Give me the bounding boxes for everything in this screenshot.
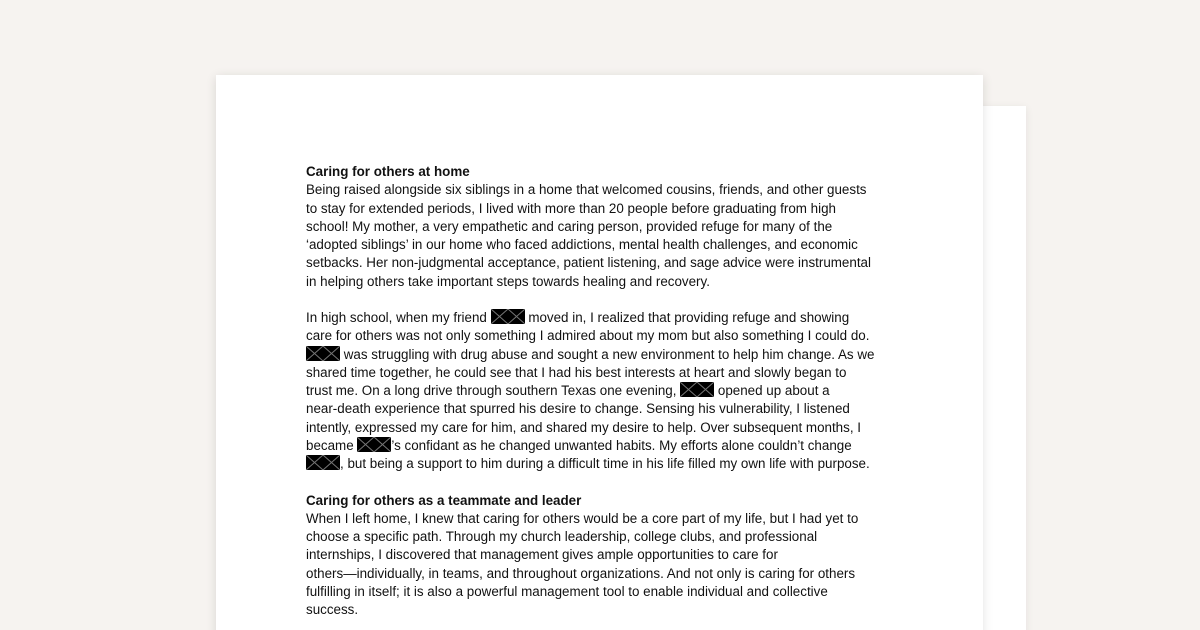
document-page	[216, 75, 983, 630]
text-line	[306, 382, 906, 400]
text-run: opened up about a	[714, 383, 830, 398]
text-line	[306, 309, 906, 327]
text-line: care for others was not only something I admired about my mom but also something I could do.	[306, 328, 870, 344]
paragraph-friend-story	[306, 309, 906, 473]
paragraph-leaving-home	[306, 510, 906, 620]
redacted-name	[306, 346, 340, 361]
redacted-name	[357, 437, 391, 452]
text-line: Being raised alongside six siblings in a home that welcomed cousins, friends, and other guests	[306, 182, 867, 198]
text-line: in helping others take important steps towards healing and recovery.	[306, 273, 710, 289]
text-line	[306, 437, 906, 455]
text-line: near-death experience that spurred his desire to change. Sensing his vulnerability, I listened	[306, 401, 850, 417]
essay-content	[306, 163, 906, 619]
text-line: choose a specific path. Through my church leadership, college clubs, and professional	[306, 529, 818, 544]
section-heading-home: Caring for others at home	[306, 164, 470, 179]
text-line: success.	[306, 602, 359, 617]
text-line: setbacks. Her non-judgmental acceptance, patient listening, and sage advice were instrumental	[306, 255, 871, 271]
text-run: ’s confidant as he changed unwanted habits. My efforts alone couldn’t change	[391, 437, 852, 453]
text-run: was struggling with drug abuse and sought a new environment to help him change. As we	[340, 346, 875, 362]
redacted-name	[491, 309, 525, 324]
text-run: became	[306, 437, 358, 453]
text-line: fulfilling in itself; it is also a powerful management tool to enable individual and collective	[306, 583, 828, 599]
section-heading-teammate-leader: Caring for others as a teammate and leader	[306, 492, 582, 508]
text-line: When I left home, I knew that caring for others would be a core part of my life, but I had yet to	[306, 510, 859, 526]
redacted-name	[680, 382, 714, 397]
redacted-name	[306, 455, 340, 470]
text-line: intently, expressed my care for him, and shared my desire to help. Over subsequent months, I	[306, 419, 861, 435]
paragraph-gap	[306, 291, 906, 309]
paragraph-home-intro	[306, 181, 906, 291]
text-line: shared time together, he could see that I had his best interests at heart and slowly began to	[306, 364, 847, 380]
text-run: , but being a support to him during a difficult time in his life filled my own life with purpose.	[340, 456, 870, 471]
text-run: moved in, I realized that providing refuge and showing	[524, 310, 850, 325]
text-line	[306, 346, 906, 364]
text-line: school! My mother, a very empathetic and caring person, provided refuge for many of the	[306, 218, 833, 234]
text-line: internships, I discovered that management gives ample opportunities to care for	[306, 547, 778, 563]
text-line: ‘adopted siblings’ in our home who faced addictions, mental health challenges, and economic	[306, 237, 858, 252]
text-line: others—individually, in teams, and throughout organizations. And not only is caring for others	[306, 565, 856, 581]
text-run: trust me. On a long drive through southern Texas one evening,	[306, 383, 681, 398]
paragraph-gap	[306, 473, 906, 491]
text-line	[306, 455, 906, 473]
text-run: In high school, when my friend	[306, 310, 491, 325]
text-line: to stay for extended periods, I lived with more than 20 people before graduating from high	[306, 200, 836, 216]
